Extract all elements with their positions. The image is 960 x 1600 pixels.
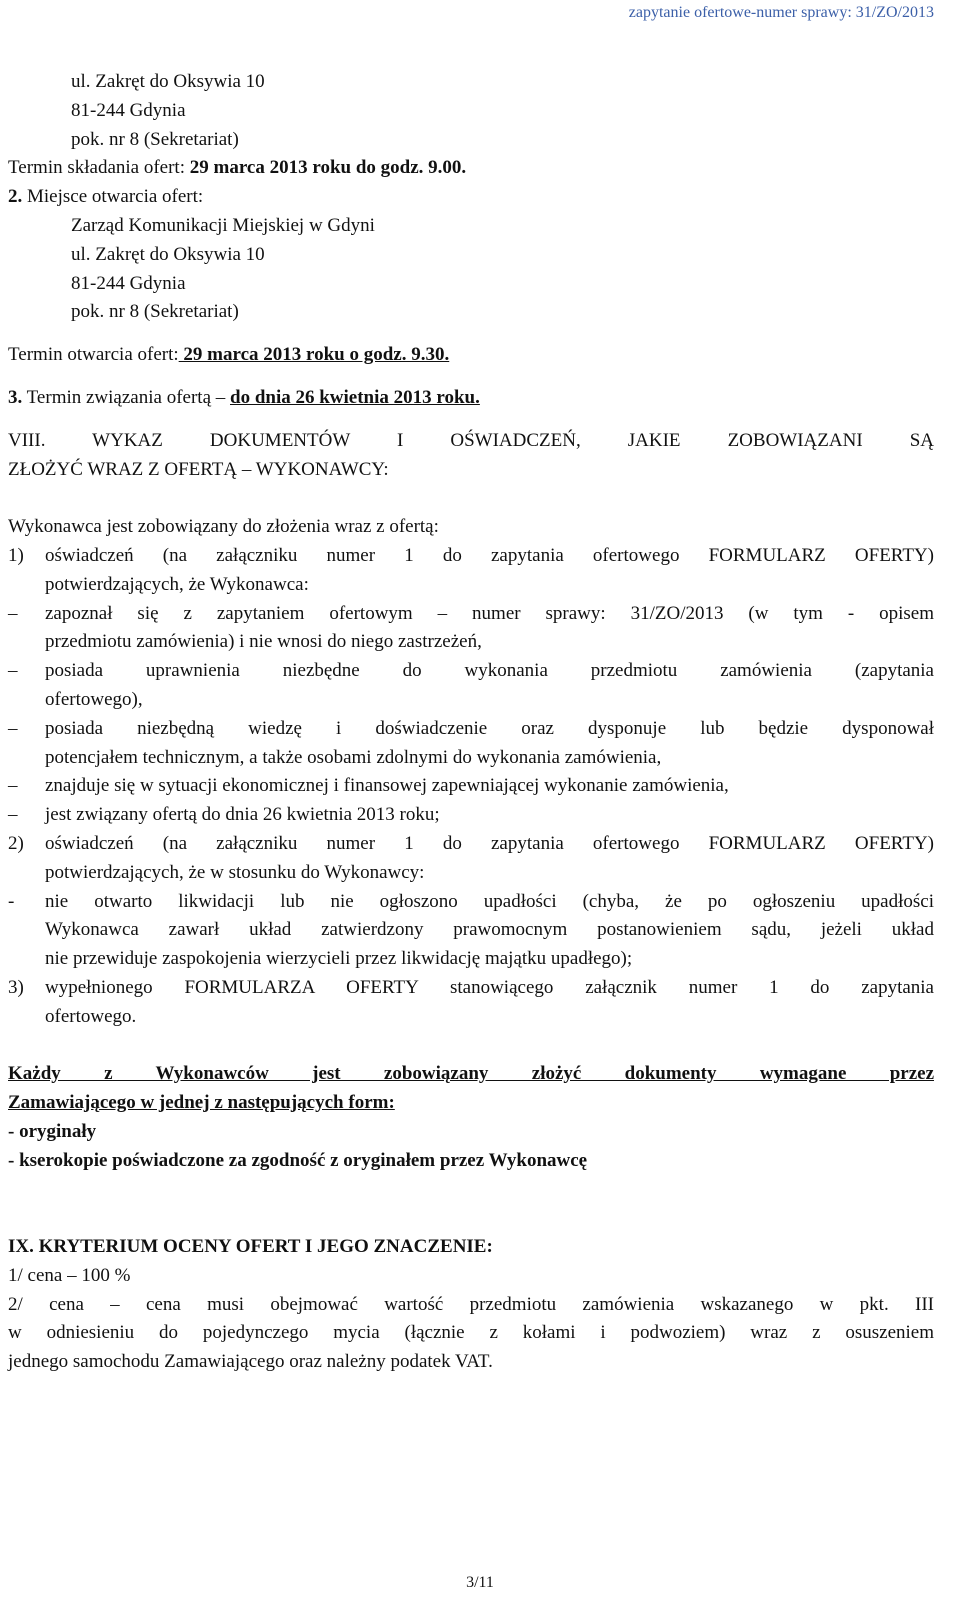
bullet-item	[8, 657, 934, 715]
opening-place-label: Miejsce otwarcia ofert:	[22, 186, 204, 208]
opening-place-heading	[8, 183, 934, 212]
binding-value: do dnia 26 kwietnia 2013 roku.	[230, 386, 480, 408]
opening-deadline-label: Termin otwarcia ofert:	[8, 344, 179, 366]
bullet-line1: zapoznał się z zapytaniem ofertowym – numer sprawy: 31/ZO/2013 (w tym - opisem	[45, 602, 934, 624]
criterion-1: 1/ cena – 100 %	[8, 1264, 131, 1286]
forms-note-originals: - oryginały	[8, 1120, 97, 1142]
doc-item-2-sub	[8, 888, 934, 974]
opening-place-org: Zarząd Komunikacji Miejskiej w Gdyni	[71, 214, 375, 236]
dash-bullet: –	[8, 717, 18, 739]
doc-item-2	[8, 830, 934, 888]
doc-item-1	[8, 542, 934, 600]
opening-place-number: 2.	[8, 186, 23, 208]
submission-deadline-value: 29 marca 2013 roku do godz. 9.00.	[189, 157, 467, 179]
doc-item-2-number: 2)	[8, 832, 24, 854]
bullet-line2: przedmiotu zamówienia) i nie wnosi do niego zastrzeżeń,	[45, 631, 482, 653]
opening-place-room: pok. nr 8 (Sekretariat)	[71, 301, 239, 323]
hyphen-bullet: -	[8, 890, 15, 912]
forms-note-line1: Każdy z Wykonawców jest zobowiązany złożyć dokumenty wymagane przez	[8, 1063, 934, 1085]
submission-deadline	[8, 154, 934, 183]
forms-note-line2: Zamawiającego w jednej z następujących form:	[8, 1092, 395, 1114]
running-header: zapytanie ofertowe-numer sprawy: 31/ZO/2013	[628, 4, 934, 21]
binding-number: 3.	[8, 386, 23, 408]
section9-title: IX. KRYTERIUM OCENY OFERT I JEGO ZNACZENIE:	[8, 1236, 493, 1258]
opening-place-city: 81-244 Gdynia	[71, 272, 186, 294]
doc-item-1-line2: potwierdzających, że Wykonawca:	[45, 573, 309, 595]
bullet-line1: posiada niezbędną wiedzę i doświadczenie oraz dysponuje lub będzie dysponował	[45, 717, 934, 739]
doc-item-2-sub-line1: nie otwarto likwidacji lub nie ogłoszono upadłości (chyba, że po ogłoszeniu upadłości	[45, 890, 934, 912]
doc-item-1-line1: oświadczeń (na załączniku numer 1 do zapytania ofertowego FORMULARZ OFERTY)	[45, 544, 934, 566]
criterion-2-line2: w odniesieniu do pojedynczego mycia (łącznie z kołami i podwoziem) wraz z osuszeniem	[8, 1322, 934, 1344]
binding-label: Termin związania ofertą –	[22, 386, 230, 408]
forms-note-copies: - kserokopie poświadczone za zgodność z oryginałem przez Wykonawcę	[8, 1149, 588, 1171]
address-street: ul. Zakręt do Oksywia 10	[71, 71, 265, 92]
criterion-2-line1: 2/ cena – cena musi obejmować wartość przedmiotu zamówienia wskazanego w pkt. III	[8, 1293, 934, 1315]
dash-bullet: –	[8, 804, 18, 826]
dash-bullet: –	[8, 660, 18, 682]
doc-item-3-line1: wypełnionego FORMULARZA OFERTY stanowiącego załącznik numer 1 do zapytania	[45, 976, 934, 998]
doc-item-3-line2: ofertowego.	[45, 1005, 137, 1027]
doc-item-2-line2: potwierdzających, że w stosunku do Wykonawcy:	[45, 861, 425, 883]
dash-bullet: –	[8, 602, 18, 624]
dash-bullet: –	[8, 775, 18, 797]
page-number: 3/11	[466, 1574, 494, 1591]
bullet-item	[8, 715, 934, 773]
opening-place-street: ul. Zakręt do Oksywia 10	[71, 243, 265, 265]
doc-item-3-number: 3)	[8, 976, 24, 998]
binding-period	[8, 384, 934, 413]
address-room: pok. nr 8 (Sekretariat)	[71, 128, 239, 150]
bullet-line1: posiada uprawnienia niezbędne do wykonania przedmiotu zamówienia (zapytania	[45, 660, 934, 682]
bullet-line1: jest związany ofertą do dnia 26 kwietnia 2013 roku;	[45, 804, 440, 826]
section8-intro: Wykonawca jest zobowiązany do złożenia wraz z ofertą:	[8, 516, 439, 538]
section8-title-line2: ZŁOŻYĆ WRAZ Z OFERTĄ – WYKONAWCY:	[8, 458, 389, 480]
submission-deadline-label: Termin składania ofert:	[8, 157, 190, 179]
doc-item-1-number: 1)	[8, 544, 24, 566]
doc-item-2-sub-line3: nie przewiduje zaspokojenia wierzycieli przez likwidację majątku upadłego);	[45, 948, 633, 970]
document-body	[8, 68, 934, 1377]
bullet-item	[8, 772, 934, 801]
opening-deadline-value: 29 marca 2013 roku o godz. 9.30.	[178, 344, 450, 366]
bullet-item	[8, 600, 934, 658]
bullet-line2: ofertowego),	[45, 688, 143, 710]
bullet-line2: potencjałem technicznym, a także osobami zdolnymi do wykonania zamówienia,	[45, 746, 662, 768]
bullet-item	[8, 801, 934, 830]
opening-deadline	[8, 341, 934, 370]
address-city: 81-244 Gdynia	[71, 99, 186, 121]
doc-item-3	[8, 974, 934, 1032]
section8-title-line1: VIII. WYKAZ DOKUMENTÓW I OŚWIADCZEŃ, JAKIE ZOBOWIĄZANI SĄ	[8, 429, 934, 451]
bullet-line1: znajduje się w sytuacji ekonomicznej i finansowej zapewniającej wykonanie zamówienia,	[45, 775, 729, 797]
criterion-2-line3: jednego samochodu Zamawiającego oraz należny podatek VAT.	[8, 1351, 493, 1373]
doc-item-2-line1: oświadczeń (na załączniku numer 1 do zapytania ofertowego FORMULARZ OFERTY)	[45, 832, 934, 854]
doc-item-2-sub-line2: Wykonawca zawarł układ zatwierdzony prawomocnym postanowieniem sądu, jeżeli układ	[45, 919, 934, 941]
